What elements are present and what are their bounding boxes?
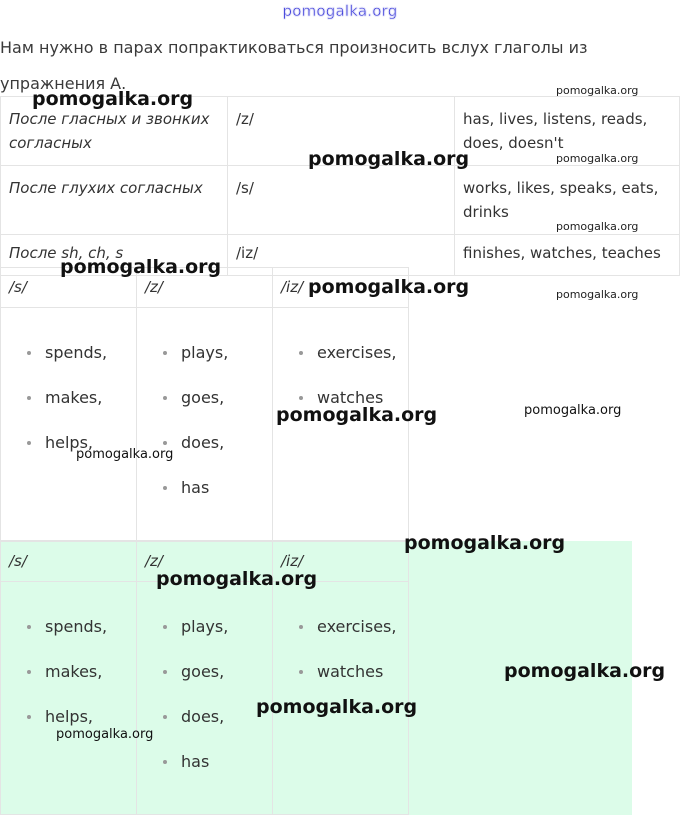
- watermark: pomogalka.org: [556, 152, 639, 165]
- verb-column: [1, 582, 137, 815]
- list-item: helps,: [27, 420, 136, 465]
- watermark: pomogalka.org: [308, 276, 470, 298]
- watermark: pomogalka.org: [504, 660, 666, 682]
- watermark: pomogalka.org: [256, 696, 418, 718]
- list-item: has: [163, 739, 272, 784]
- watermark: pomogalka.org: [76, 447, 174, 462]
- list-item: helps,: [27, 694, 136, 739]
- column-header: /iz/: [273, 542, 409, 582]
- list-item: spends,: [27, 330, 136, 375]
- pronunciation-rules-table: [0, 96, 680, 276]
- watermark: pomogalka.org: [60, 256, 222, 278]
- column-header: /iz/: [273, 268, 409, 308]
- watermark: pomogalka.org: [308, 148, 470, 170]
- watermark: pomogalka.org: [32, 88, 194, 110]
- list-item: makes,: [27, 649, 136, 694]
- verb-column: [1, 308, 137, 541]
- rule-sound: /iz/: [228, 235, 455, 276]
- column-header: /z/: [137, 542, 273, 582]
- rule-condition: После глухих согласных: [1, 166, 228, 235]
- column-header: /s/: [1, 268, 137, 308]
- list-item: has: [163, 465, 272, 510]
- list-item: does,: [163, 694, 272, 739]
- watermark: pomogalka.org: [556, 84, 639, 97]
- intro-text: Нам нужно в парах попрактиковаться произносить вслух глаголы из упражнения А.: [0, 38, 588, 93]
- list-item: exercises,: [299, 330, 408, 375]
- list-item: does,: [163, 420, 272, 465]
- list-item: goes,: [163, 375, 272, 420]
- verb-list: [137, 582, 272, 784]
- rule-sound: /z/: [228, 97, 455, 166]
- rule-examples: works, likes, speaks, eats, drinks: [455, 166, 680, 235]
- rule-examples: finishes, watches, teaches: [455, 235, 680, 276]
- verb-list: [273, 582, 408, 694]
- watermark: pomogalka.org: [56, 727, 154, 742]
- rule-condition: После sh, ch, s: [1, 235, 228, 276]
- list-item: spends,: [27, 604, 136, 649]
- verb-list: [1, 308, 136, 465]
- rule-condition: После гласных и звонких согласных: [1, 97, 228, 166]
- watermark: pomogalka.org: [276, 404, 438, 426]
- list-item: goes,: [163, 649, 272, 694]
- watermark: pomogalka.org: [556, 220, 639, 233]
- watermark: pomogalka.org: [556, 288, 639, 301]
- list-item: makes,: [27, 375, 136, 420]
- verb-column: [137, 582, 273, 815]
- watermark: pomogalka.org: [404, 532, 566, 554]
- verb-list: [1, 582, 136, 739]
- watermark: pomogalka.org: [524, 403, 622, 418]
- column-header: /s/: [1, 542, 137, 582]
- list-item: plays,: [163, 330, 272, 375]
- column-header: /z/: [137, 268, 273, 308]
- list-item: plays,: [163, 604, 272, 649]
- list-item: watches: [299, 375, 408, 420]
- rule-examples: has, lives, listens, reads, does, doesn't: [455, 97, 680, 166]
- verb-list: [137, 308, 272, 510]
- list-item: watches: [299, 649, 408, 694]
- watermark: pomogalka.org: [156, 568, 318, 590]
- verb-column: [137, 308, 273, 541]
- list-item: exercises,: [299, 604, 408, 649]
- rule-sound: /s/: [228, 166, 455, 235]
- site-link[interactable]: pomogalka.org: [282, 2, 398, 20]
